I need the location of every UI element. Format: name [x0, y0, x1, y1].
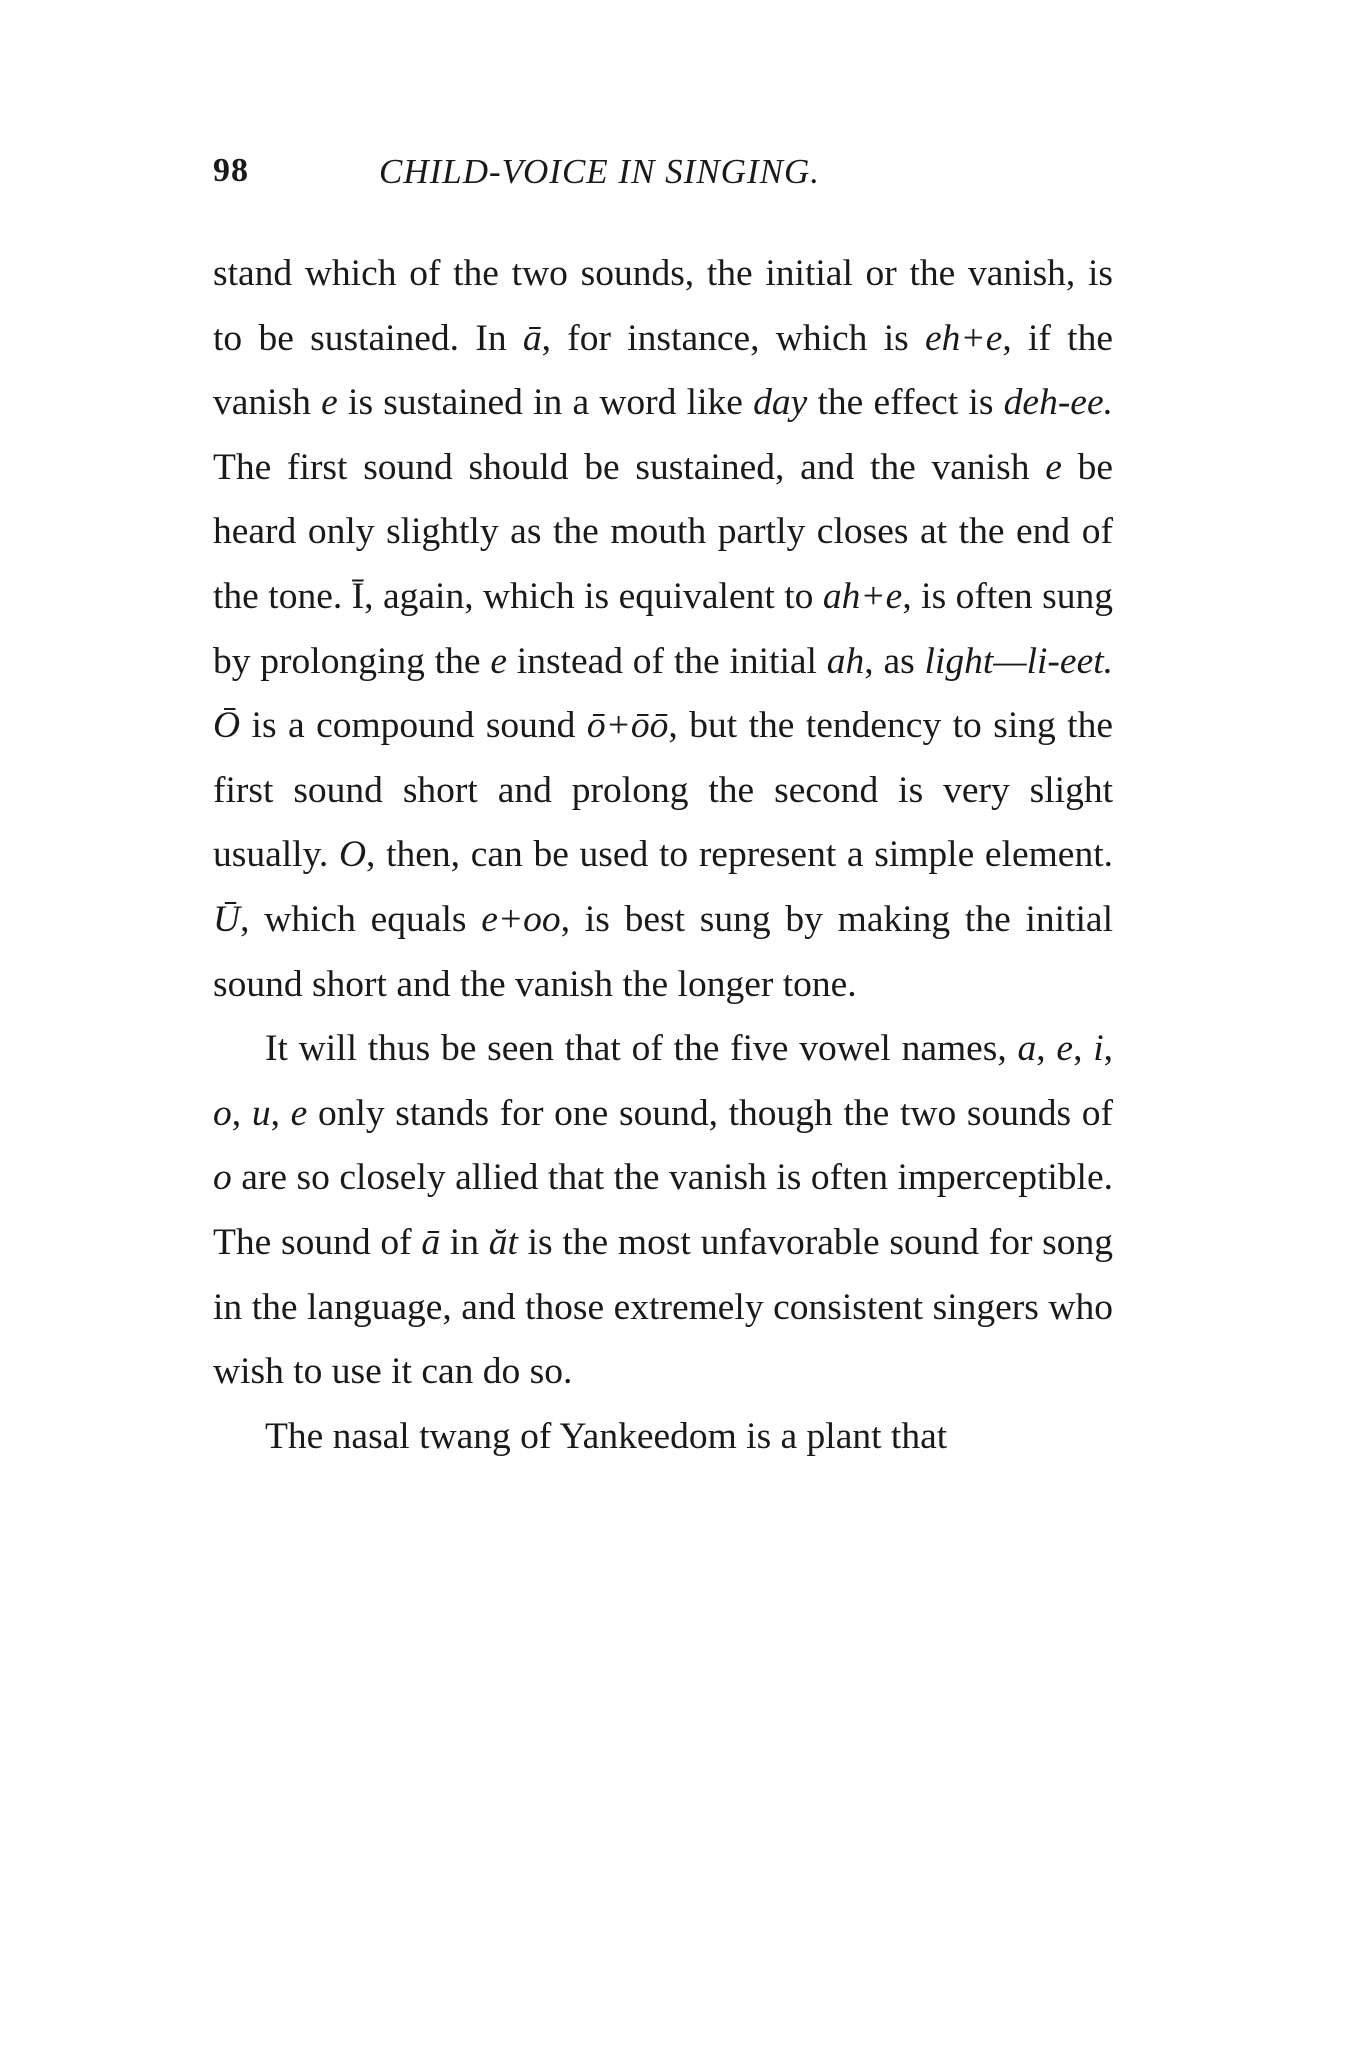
italic-text: day [753, 382, 808, 424]
italic-text: e [290, 1092, 308, 1134]
text-run: only stands for one sound, though the two sounds of [307, 1092, 1114, 1134]
paragraph [213, 1017, 1113, 1405]
page-number: 98 [213, 152, 249, 189]
text-run: , [1103, 1028, 1114, 1070]
italic-text: light—li-eet. [924, 640, 1114, 682]
italic-text: eh+e [925, 317, 1003, 359]
italic-text: e+oo [481, 898, 561, 940]
italic-text: deh-ee. [1003, 382, 1113, 424]
italic-text: ā [522, 317, 542, 359]
text-run: The nasal twang of Yankeedom is a plant that [265, 1415, 948, 1457]
running-title: CHILD-VOICE IN SINGING. [379, 152, 820, 191]
italic-text: O [338, 834, 367, 876]
body-text [213, 242, 1113, 1469]
text-run: , as [864, 640, 925, 682]
italic-text: ah [826, 640, 865, 682]
text-run: be heard only slightly as the mouth partly closes at the end of the tone. Ī, again, which is equivalent to [213, 446, 1113, 617]
italic-text: ăt [488, 1221, 518, 1263]
text-run: , [231, 1092, 252, 1134]
italic-text: ah+e [822, 575, 903, 617]
paragraph [213, 242, 1113, 1017]
page-header [213, 152, 1113, 202]
italic-text: o [213, 1092, 232, 1134]
italic-text: e [321, 382, 338, 424]
italic-text: i [1093, 1028, 1104, 1070]
italic-text: e [1056, 1028, 1074, 1070]
text-run: is sustained in a word like [337, 382, 754, 424]
text-run: , is best sung by making the initial sound short and the vanish the longer tone. [213, 898, 1113, 1005]
text-run: , which equals [240, 898, 482, 940]
italic-text: o [213, 1157, 232, 1199]
italic-text: u [251, 1092, 271, 1134]
text-run: , [1073, 1028, 1094, 1070]
text-run: It will thus be seen that of the five vowel names, [265, 1028, 1018, 1070]
italic-text: Ō [213, 705, 241, 747]
text-run: the effect is [807, 382, 1004, 424]
text-run: , for instance, which is [541, 317, 925, 359]
text-run: , [1036, 1028, 1057, 1070]
text-run: , if the vanish [213, 317, 1113, 424]
italic-text: Ū [213, 898, 241, 940]
italic-text: e [1045, 446, 1062, 488]
italic-text: e [490, 640, 507, 682]
text-run: are so closely allied that the vanish is often imperceptible. The sound of [213, 1157, 1113, 1263]
text-run: , but the tendency to sing the first sound short and prolong the second is very slight usually. [213, 705, 1113, 876]
paragraph [213, 1405, 1113, 1470]
italic-text: ā [421, 1221, 441, 1263]
italic-text: ō+ōō [586, 705, 669, 747]
text-run: , is often sung by prolonging the [213, 575, 1113, 682]
text-run: is the most unfavorable sound for song in the language, and those extremely consistent singers who wish to use it can do so. [213, 1221, 1113, 1393]
text-run: stand which of the two sounds, the initial or the vanish, is to be sustained. In [213, 253, 1113, 359]
text-run: in [440, 1221, 489, 1263]
text-run: instead of the initial [506, 640, 827, 682]
text-run: , then, can be used to represent a simple element. [366, 834, 1113, 876]
text-run: , [270, 1092, 291, 1134]
italic-text: a [1017, 1028, 1037, 1070]
text-run: The first sound should be sustained, and the vanish [213, 446, 1046, 488]
text-run: is a compound sound [240, 705, 587, 747]
